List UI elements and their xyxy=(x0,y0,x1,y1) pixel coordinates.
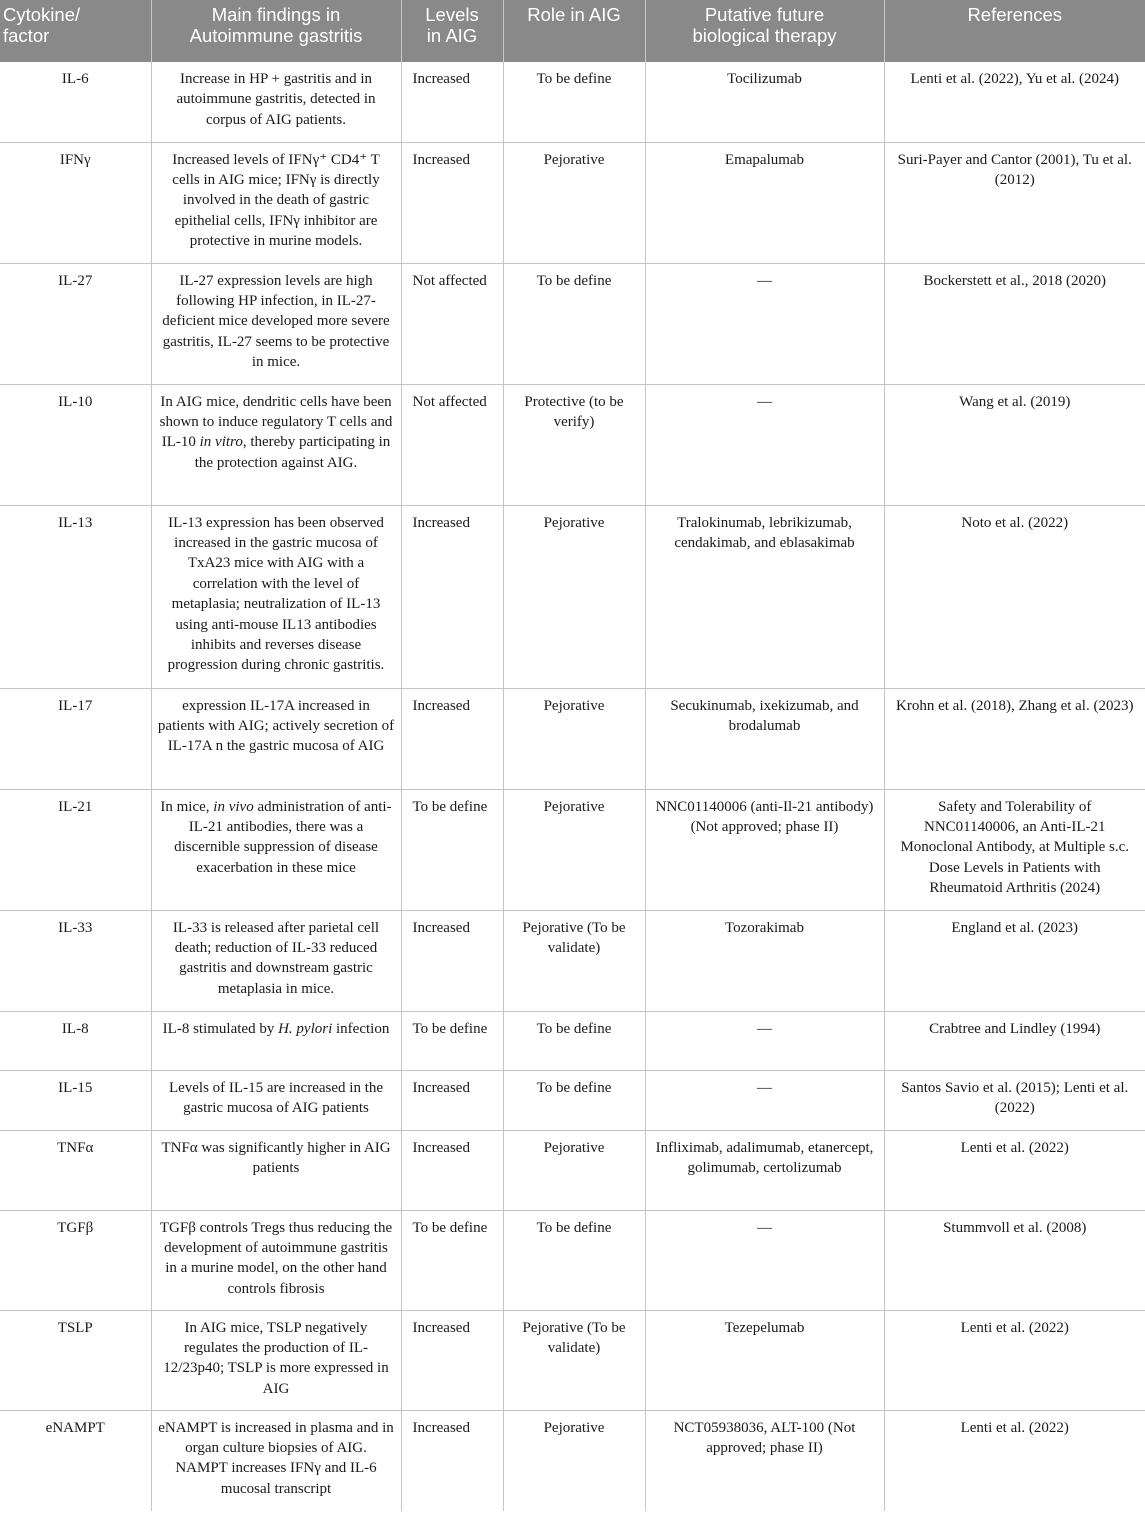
cell-factor: IL-17 xyxy=(0,688,151,789)
table-row xyxy=(0,505,1145,688)
table-row xyxy=(0,1310,1145,1410)
cell-factor: IL-8 xyxy=(0,1011,151,1070)
cell-references: Suri-Payer and Cantor (2001), Tu et al. (2012) xyxy=(884,142,1145,263)
cell-factor: IL-10 xyxy=(0,384,151,505)
cell-therapy: — xyxy=(645,384,884,505)
cell-findings: TGFβ controls Tregs thus reducing the development of autoimmune gastritis in a murine model, on the other hand controls fibrosis xyxy=(151,1210,401,1310)
cell-findings: Increase in HP + gastritis and in autoimmune gastritis, detected in corpus of AIG patients. xyxy=(151,62,401,142)
cell-references: Noto et al. (2022) xyxy=(884,505,1145,688)
cell-therapy: Tezepelumab xyxy=(645,1310,884,1410)
header-cytokine: Cytokine/ factor xyxy=(0,0,151,62)
cell-levels: Increased xyxy=(401,1130,503,1210)
cell-therapy: Infliximab, adalimumab, etanercept, golimumab, certolizumab xyxy=(645,1130,884,1210)
cell-therapy: Tocilizumab xyxy=(645,62,884,142)
cell-findings: IL-27 expression levels are high following HP infection, in IL-27-deficient mice developed more severe gastritis, IL-27 seems to be protective in mice. xyxy=(151,263,401,384)
cell-role: To be define xyxy=(503,1011,645,1070)
cell-role: Pejorative xyxy=(503,1410,645,1511)
table-row xyxy=(0,384,1145,505)
cell-role: Pejorative (To be validate) xyxy=(503,910,645,1011)
cell-findings: TNFα was significantly higher in AIG patients xyxy=(151,1130,401,1210)
cell-factor: IL-15 xyxy=(0,1070,151,1130)
cell-therapy: Tralokinumab, lebrikizumab, cendakimab, and eblasakimab xyxy=(645,505,884,688)
table-row xyxy=(0,142,1145,263)
cell-role: To be define xyxy=(503,1210,645,1310)
cell-levels: Increased xyxy=(401,62,503,142)
cell-levels: Increased xyxy=(401,505,503,688)
cell-factor: IFNγ xyxy=(0,142,151,263)
cell-factor: TNFα xyxy=(0,1130,151,1210)
cell-role: To be define xyxy=(503,62,645,142)
table-row xyxy=(0,1011,1145,1070)
cell-findings: IL-13 expression has been observed increased in the gastric mucosa of TxA23 mice with AIG with a correlation with the level of metaplasia; neutralization of IL-13 using anti-mouse IL13 antibodies inhibits and reverses disease progression during chronic gastritis. xyxy=(151,505,401,688)
cell-therapy: Tozorakimab xyxy=(645,910,884,1011)
header-role: Role in AIG xyxy=(503,0,645,62)
cell-levels: To be define xyxy=(401,1011,503,1070)
table-row xyxy=(0,688,1145,789)
header-therapy: Putative future biological therapy xyxy=(645,0,884,62)
cell-findings: In mice, in vivo administration of anti-IL-21 antibodies, there was a discernible suppression of disease exacerbation in these mice xyxy=(151,789,401,910)
cell-role: Pejorative xyxy=(503,1130,645,1210)
cell-references: Lenti et al. (2022) xyxy=(884,1130,1145,1210)
cell-factor: IL-13 xyxy=(0,505,151,688)
table-row xyxy=(0,1410,1145,1511)
cell-therapy: — xyxy=(645,1011,884,1070)
cell-role: To be define xyxy=(503,1070,645,1130)
cell-references: Santos Savio et al. (2015); Lenti et al. (2022) xyxy=(884,1070,1145,1130)
table-row xyxy=(0,789,1145,910)
table-row xyxy=(0,1070,1145,1130)
cell-references: Crabtree and Lindley (1994) xyxy=(884,1011,1145,1070)
cell-references: Lenti et al. (2022) xyxy=(884,1310,1145,1410)
cell-references: Lenti et al. (2022), Yu et al. (2024) xyxy=(884,62,1145,142)
cell-role: Pejorative xyxy=(503,789,645,910)
cell-levels: Not affected xyxy=(401,263,503,384)
header-row xyxy=(0,0,1145,62)
cell-levels: Not affected xyxy=(401,384,503,505)
cell-role: Pejorative xyxy=(503,505,645,688)
cell-references: Wang et al. (2019) xyxy=(884,384,1145,505)
cell-factor: TGFβ xyxy=(0,1210,151,1310)
cell-findings: IL-8 stimulated by H. pylori infection xyxy=(151,1011,401,1070)
cell-levels: To be define xyxy=(401,789,503,910)
cell-role: To be define xyxy=(503,263,645,384)
cell-findings: In AIG mice, dendritic cells have been shown to induce regulatory T cells and IL-10 in vitro, thereby participating in the protection against AIG. xyxy=(151,384,401,505)
header-levels: Levels in AIG xyxy=(401,0,503,62)
cell-factor: TSLP xyxy=(0,1310,151,1410)
cell-therapy: NCT05938036, ALT-100 (Not approved; phase II) xyxy=(645,1410,884,1511)
cell-references: Krohn et al. (2018), Zhang et al. (2023) xyxy=(884,688,1145,789)
cell-references: Safety and Tolerability of NNC01140006, an Anti-IL-21 Monoclonal Antibody, at Multiple s.c. Dose Levels in Patients with Rheumatoid Arthritis (2024) xyxy=(884,789,1145,910)
cell-factor: IL-27 xyxy=(0,263,151,384)
cell-factor: eNAMPT xyxy=(45,1419,105,1436)
cell-findings: Levels of IL-15 are increased in the gastric mucosa of AIG patients xyxy=(151,1070,401,1130)
cell-levels: Increased xyxy=(401,142,503,263)
cell-references: Bockerstett et al., 2018 (2020) xyxy=(884,263,1145,384)
cell-levels: Increased xyxy=(401,910,503,1011)
cell-factor: IL-21 xyxy=(0,789,151,910)
cell-levels: To be define xyxy=(401,1210,503,1310)
table-row xyxy=(0,263,1145,384)
cell-therapy: NNC01140006 (anti-Il-21 antibody) (Not approved; phase II) xyxy=(645,789,884,910)
header-findings: Main findings in Autoimmune gastritis xyxy=(151,0,401,62)
cell-findings: IL-33 is released after parietal cell death; reduction of IL-33 reduced gastritis and downstream gastric metaplasia in mice. xyxy=(151,910,401,1011)
cell-therapy: Secukinumab, ixekizumab, and brodalumab xyxy=(645,688,884,789)
cell-role: Pejorative (To be validate) xyxy=(503,1310,645,1410)
cell-findings: expression IL-17A increased in patients with AIG; actively secretion of IL-17A n the gastric mucosa of AIG xyxy=(151,688,401,789)
cell-references: Lenti et al. (2022) xyxy=(884,1410,1145,1511)
cell-findings: In AIG mice, TSLP negatively regulates the production of IL-12/23p40; TSLP is more expressed in AIG xyxy=(151,1310,401,1410)
cell-therapy: — xyxy=(645,1210,884,1310)
cell-role: Protective (to be verify) xyxy=(503,384,645,505)
cell-therapy: — xyxy=(645,263,884,384)
table-row xyxy=(0,62,1145,142)
cell-factor: IL-33 xyxy=(0,910,151,1011)
cell-levels: Increased xyxy=(401,1070,503,1130)
cell-references: England et al. (2023) xyxy=(884,910,1145,1011)
header-references: References xyxy=(884,0,1145,62)
table-row xyxy=(0,1210,1145,1310)
cell-role: Pejorative xyxy=(503,688,645,789)
cell-levels: Increased xyxy=(401,1310,503,1410)
cell-therapy: — xyxy=(645,1070,884,1130)
cell-references: Stummvoll et al. (2008) xyxy=(884,1210,1145,1310)
cell-therapy: Emapalumab xyxy=(645,142,884,263)
table-row xyxy=(0,910,1145,1011)
table-row xyxy=(0,1130,1145,1210)
cell-factor: IL-6 xyxy=(0,62,151,142)
cell-findings: Increased levels of IFNγ⁺ CD4⁺ T cells in AIG mice; IFNγ is directly involved in the death of gastric epithelial cells, IFNγ inhibitor are protective in murine models. xyxy=(151,142,401,263)
cell-findings: eNAMPT is increased in plasma and in organ culture biopsies of AIG. NAMPT increases IFNγ and IL-6 mucosal transcript xyxy=(151,1410,401,1511)
cell-levels: Increased xyxy=(401,1410,503,1511)
cell-levels: Increased xyxy=(401,688,503,789)
cell-role: Pejorative xyxy=(503,142,645,263)
